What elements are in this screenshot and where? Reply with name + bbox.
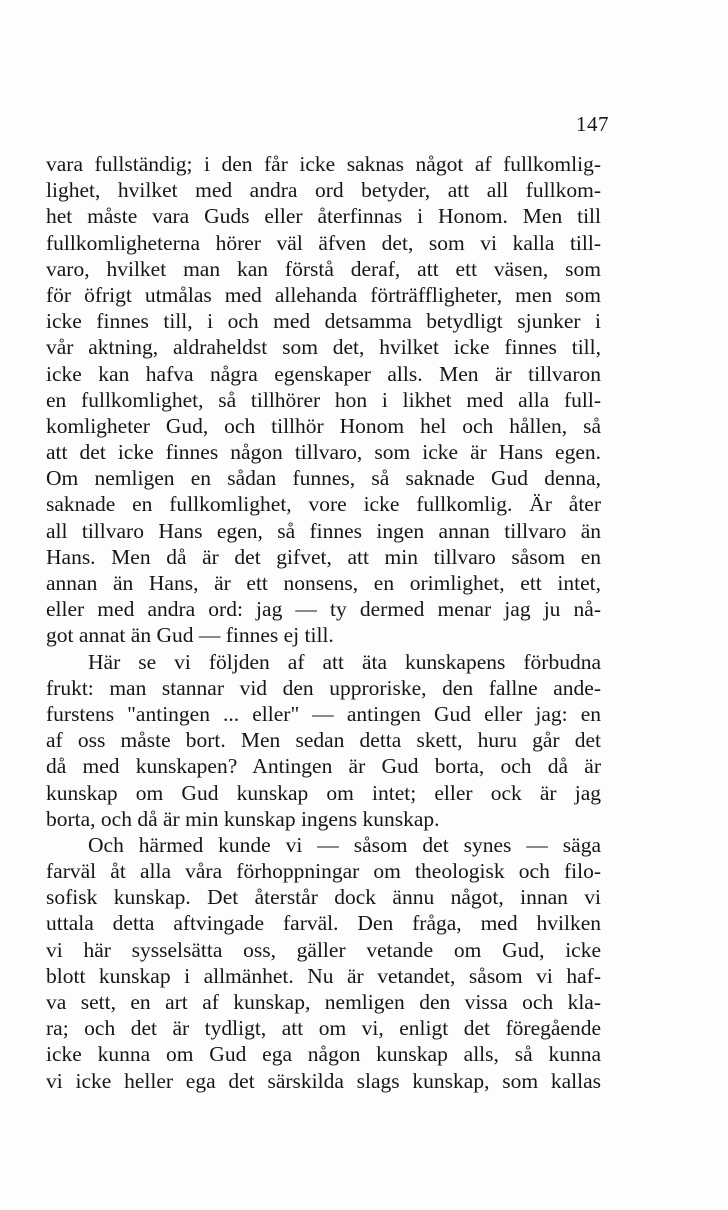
text-line: icke kan hafva några egenskaper alls. Men är tillvaron: [46, 361, 601, 386]
text-line: varo, hvilket man kan förstå deraf, att ett väsen, som: [46, 256, 601, 281]
text-line: af oss måste bort. Men sedan detta skett, huru går det: [46, 728, 601, 753]
text-line: ra; och det är tydligt, att om vi, enligt det föregående: [46, 1016, 601, 1041]
paragraph-start-line: Och härmed kunde vi — såsom det synes — säga: [88, 832, 601, 857]
text-line: vara fullständig; i den får icke saknas något af fullkomlig-: [46, 152, 601, 176]
text-line: annan än Hans, är ett nonsens, en orimlighet, ett intet,: [46, 571, 601, 595]
text-line: icke kunna om Gud ega någon kunskap alls, så kunna: [46, 1042, 601, 1067]
text-line: furstens "antingen ... eller" — antingen Gud eller jag: en: [46, 701, 601, 726]
paragraph-end-line: got annat än Gud — finnes ej till.: [46, 623, 334, 648]
text-line: en fullkomlighet, så tillhörer hon i likhet med alla full-: [46, 387, 601, 412]
text-line: för öfrigt utmålas med allehanda förträffligheter, men som: [46, 282, 601, 307]
text-line: eller med andra ord: jag — ty dermed menar jag ju nå-: [46, 597, 601, 622]
paragraph-end-line: borta, och då är min kunskap ingens kunskap.: [46, 806, 440, 831]
text-line: farväl åt alla våra förhoppningar om theologisk och filo-: [46, 859, 601, 884]
body-text: [46, 151, 601, 1094]
text-line: blott kunskap i allmänhet. Nu är vetandet, såsom vi haf-: [46, 963, 601, 988]
text-line: vi icke heller ega det särskilda slags kunskap, som kallas: [46, 1068, 601, 1093]
text-line: vi här sysselsätta oss, gäller vetande om Gud, icke: [46, 937, 601, 962]
text-line: vår aktning, aldraheldst som det, hvilket icke finnes till,: [46, 335, 601, 360]
text-line: fullkomligheterna hörer väl äfven det, som vi kalla till-: [46, 230, 601, 255]
text-line: kunskap om Gud kunskap om intet; eller ock är jag: [46, 780, 601, 805]
text-line: att det icke finnes någon tillvaro, som icke är Hans egen.: [46, 440, 601, 465]
text-line: sofisk kunskap. Det återstår dock ännu något, innan vi: [46, 885, 601, 910]
text-line: komligheter Gud, och tillhör Honom hel och hållen, så: [46, 413, 601, 438]
text-line: icke finnes till, i och med detsamma betydligt sjunker i: [46, 309, 601, 334]
text-line: va sett, en art af kunskap, nemligen den vissa och kla-: [46, 990, 601, 1014]
text-line: lighet, hvilket med andra ord betyder, att all fullkom-: [46, 178, 601, 203]
text-line: het måste vara Guds eller återfinnas i Honom. Men till: [46, 204, 601, 229]
text-line: saknade en fullkomlighet, vore icke fullkomlig. Är åter: [46, 492, 601, 517]
text-line: all tillvaro Hans egen, så finnes ingen annan tillvaro än: [46, 518, 601, 543]
text-line: Om nemligen en sådan funnes, så saknade Gud denna,: [46, 466, 601, 491]
page-number: 147: [576, 112, 609, 136]
text-line: Hans. Men då är det gifvet, att min tillvaro såsom en: [46, 544, 601, 569]
text-line: uttala detta aftvingade farväl. Den fråga, med hvilken: [46, 911, 601, 936]
paragraph-start-line: Här se vi följden af att äta kunskapens förbudna: [88, 649, 601, 674]
text-line: då med kunskapen? Antingen är Gud borta, och då är: [46, 754, 601, 779]
text-line: frukt: man stannar vid den upproriske, den fallne ande-: [46, 675, 601, 700]
